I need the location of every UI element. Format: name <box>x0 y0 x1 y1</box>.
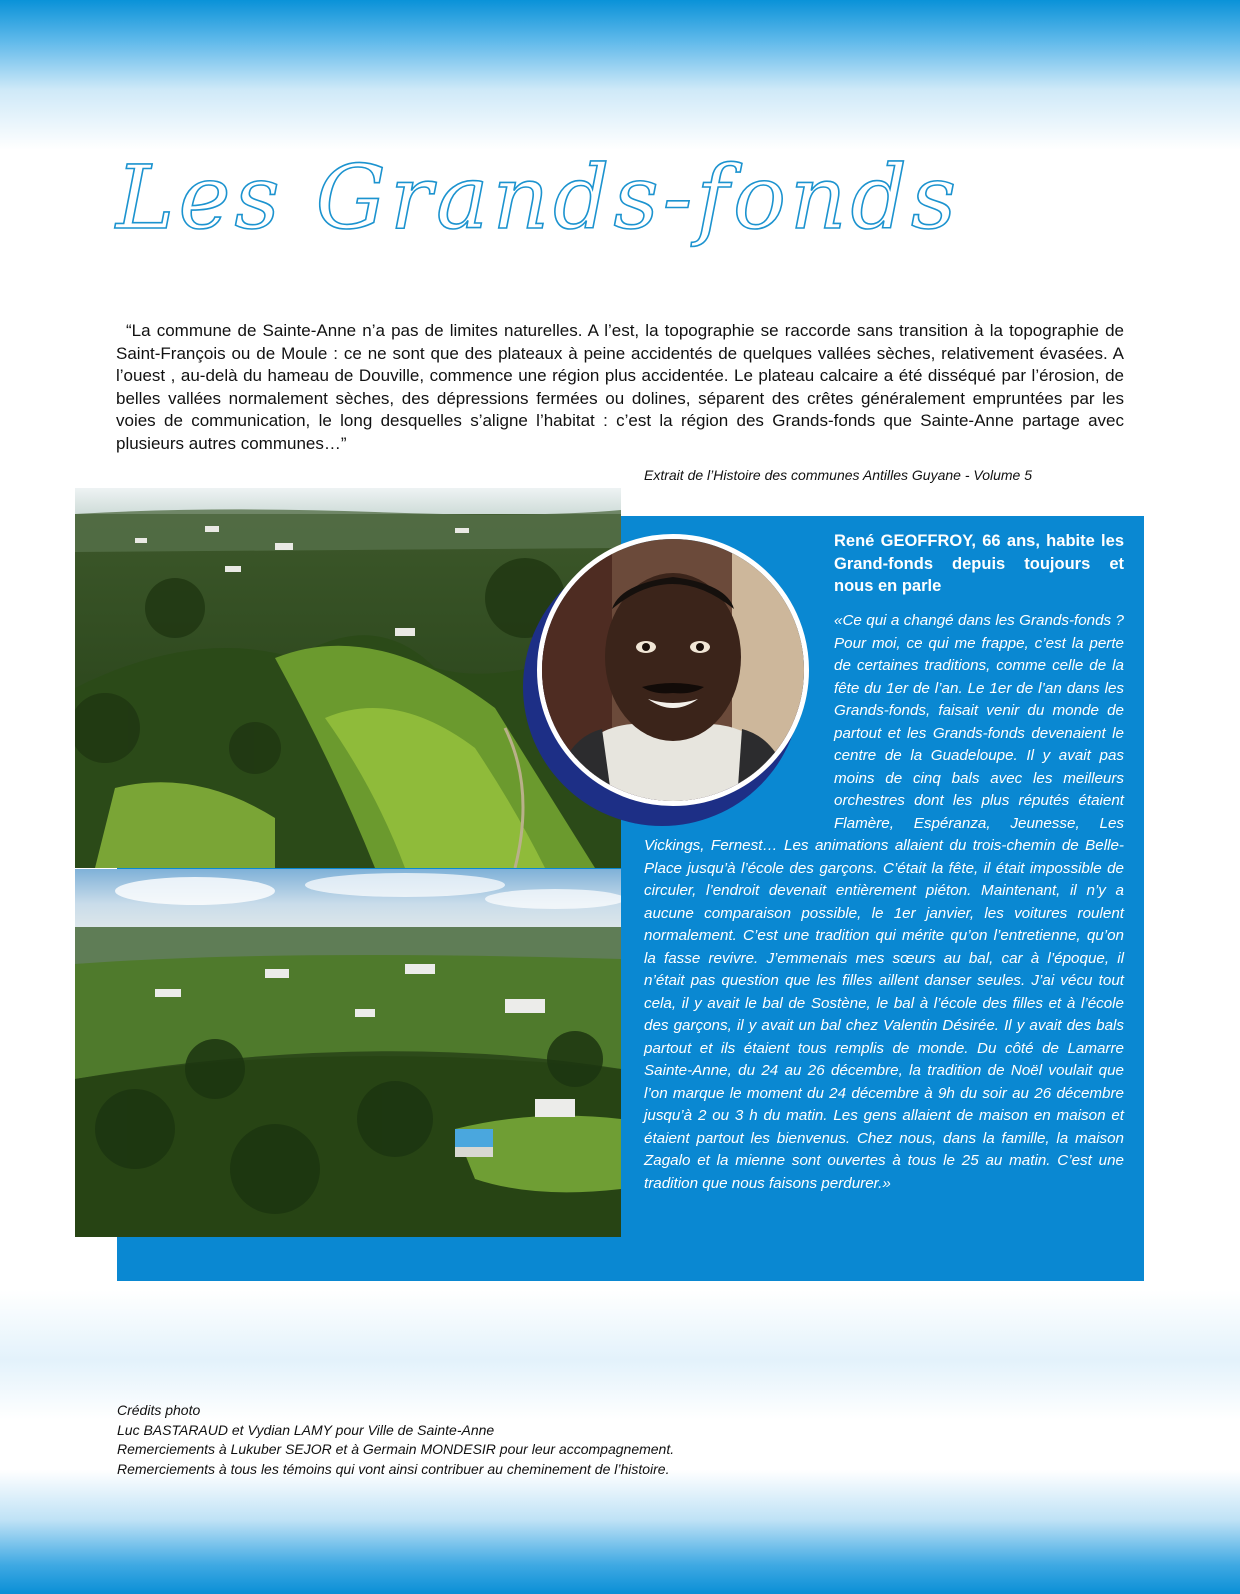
page-title-text: Les Grands-fonds <box>116 146 961 249</box>
credits-photographers: Luc BASTARAUD et Vydian LAMY pour Ville de Sainte-Anne <box>117 1421 495 1438</box>
testimony-text <box>644 610 1124 1195</box>
portrait-wrap-space <box>644 610 834 833</box>
credits-thanks-1: Remerciements à Lukuber SEJOR et à Germain MONDESIR pour leur accompagnement. <box>117 1441 675 1457</box>
credits-thanks-2: Remerciements à tous les témoins qui vont ainsi contribuer au cheminement de l’histoire. <box>117 1460 670 1477</box>
credits-heading: Crédits photo <box>117 1402 201 1418</box>
testimony-body: «Ce qui a changé dans les Grands-fonds ? Pour moi, ce qui me frappe, c’est la perte de certaines traditions, comme celle de la fête du 1er de l’an. Le 1er de l’an dans les Grands-fonds, faisait venir du monde de partout et les Grands-fonds devenaient le centre de la Guadeloupe. Il y avait pas moins de cinq bals avec les meilleurs orchestres dont les plus réputés étaient Flamère, Espéranza, Jeunesse, Les Vickings, Fernest… Les animations allaient du trois-chemin de Belle-Place jusqu’à l’école des garçons. C’était la fête, il était impossible de circuler, l’endroit devenait entièrement piéton. Maintenant, il n’y a aucune comparaison possible, le 1er janvier, les voitures roulent normalement. C’est une tradition qui mérite qu’on l’entretienne, qu’on la fasse revivre. J’emmenais mes sœurs au bal, car à l’époque, il n’était pas question que les filles aillent danser seules. J’ai vécu tout cela, il y avait le bal de Sostène, le bal à l’école des filles et à l’école des garçons, il y avait un bal chez Valentin Désirée. Il y avait des bals partout et ils étaient tous remplis de monde. Du côté de Lamarre Sainte-Anne, du 24 au 26 décembre, la tradition de Noël voulait que l’on marque le moment du 24 décembre à 9h du soir au 26 décembre jusqu’à 2 ou 3 h du matin. Les gens allaient de maison en maison et étaient partout les bienvenus. Chez nous, dans la famille, la maison Zagalo et la mienne sont ouvertes à tous le 25 au matin. C’est une tradition que nous faisons perdurer.» <box>644 612 1124 1192</box>
testimony-heading: René GEOFFROY, 66 ans, habite les Grand-fonds depuis toujours et nous en parle <box>834 532 1124 595</box>
aerial-photo-valley <box>75 869 621 1237</box>
page-title <box>116 146 961 280</box>
photo-credits <box>117 1401 817 1479</box>
intro-quote: “La commune de Sainte-Anne n’a pas de limites naturelles. A l’est, la topographie se raccorde sans transition à la topographie de Saint-François ou de Moule : ce ne sont que des plateaux à peine accidentés de quelques vallées sèches, relativement évasées. A l’ouest , au-delà du hameau de Douville, commence une région plus accidentée. Le plateau calcaire a été disséqué par l’érosion, de belles vallées normalement sèches, des dépressions fermées ou dolines, séparent des crêtes généralement empruntées par les voies de communication, le long desquelles s’aligne l’habitat : c’est la région des Grands-fonds que Sainte-Anne partage avec plusieurs autres communes…” <box>116 321 1124 453</box>
quote-source: Extrait de l’Histoire des communes Antilles Guyane - Volume 5 <box>644 467 1033 483</box>
